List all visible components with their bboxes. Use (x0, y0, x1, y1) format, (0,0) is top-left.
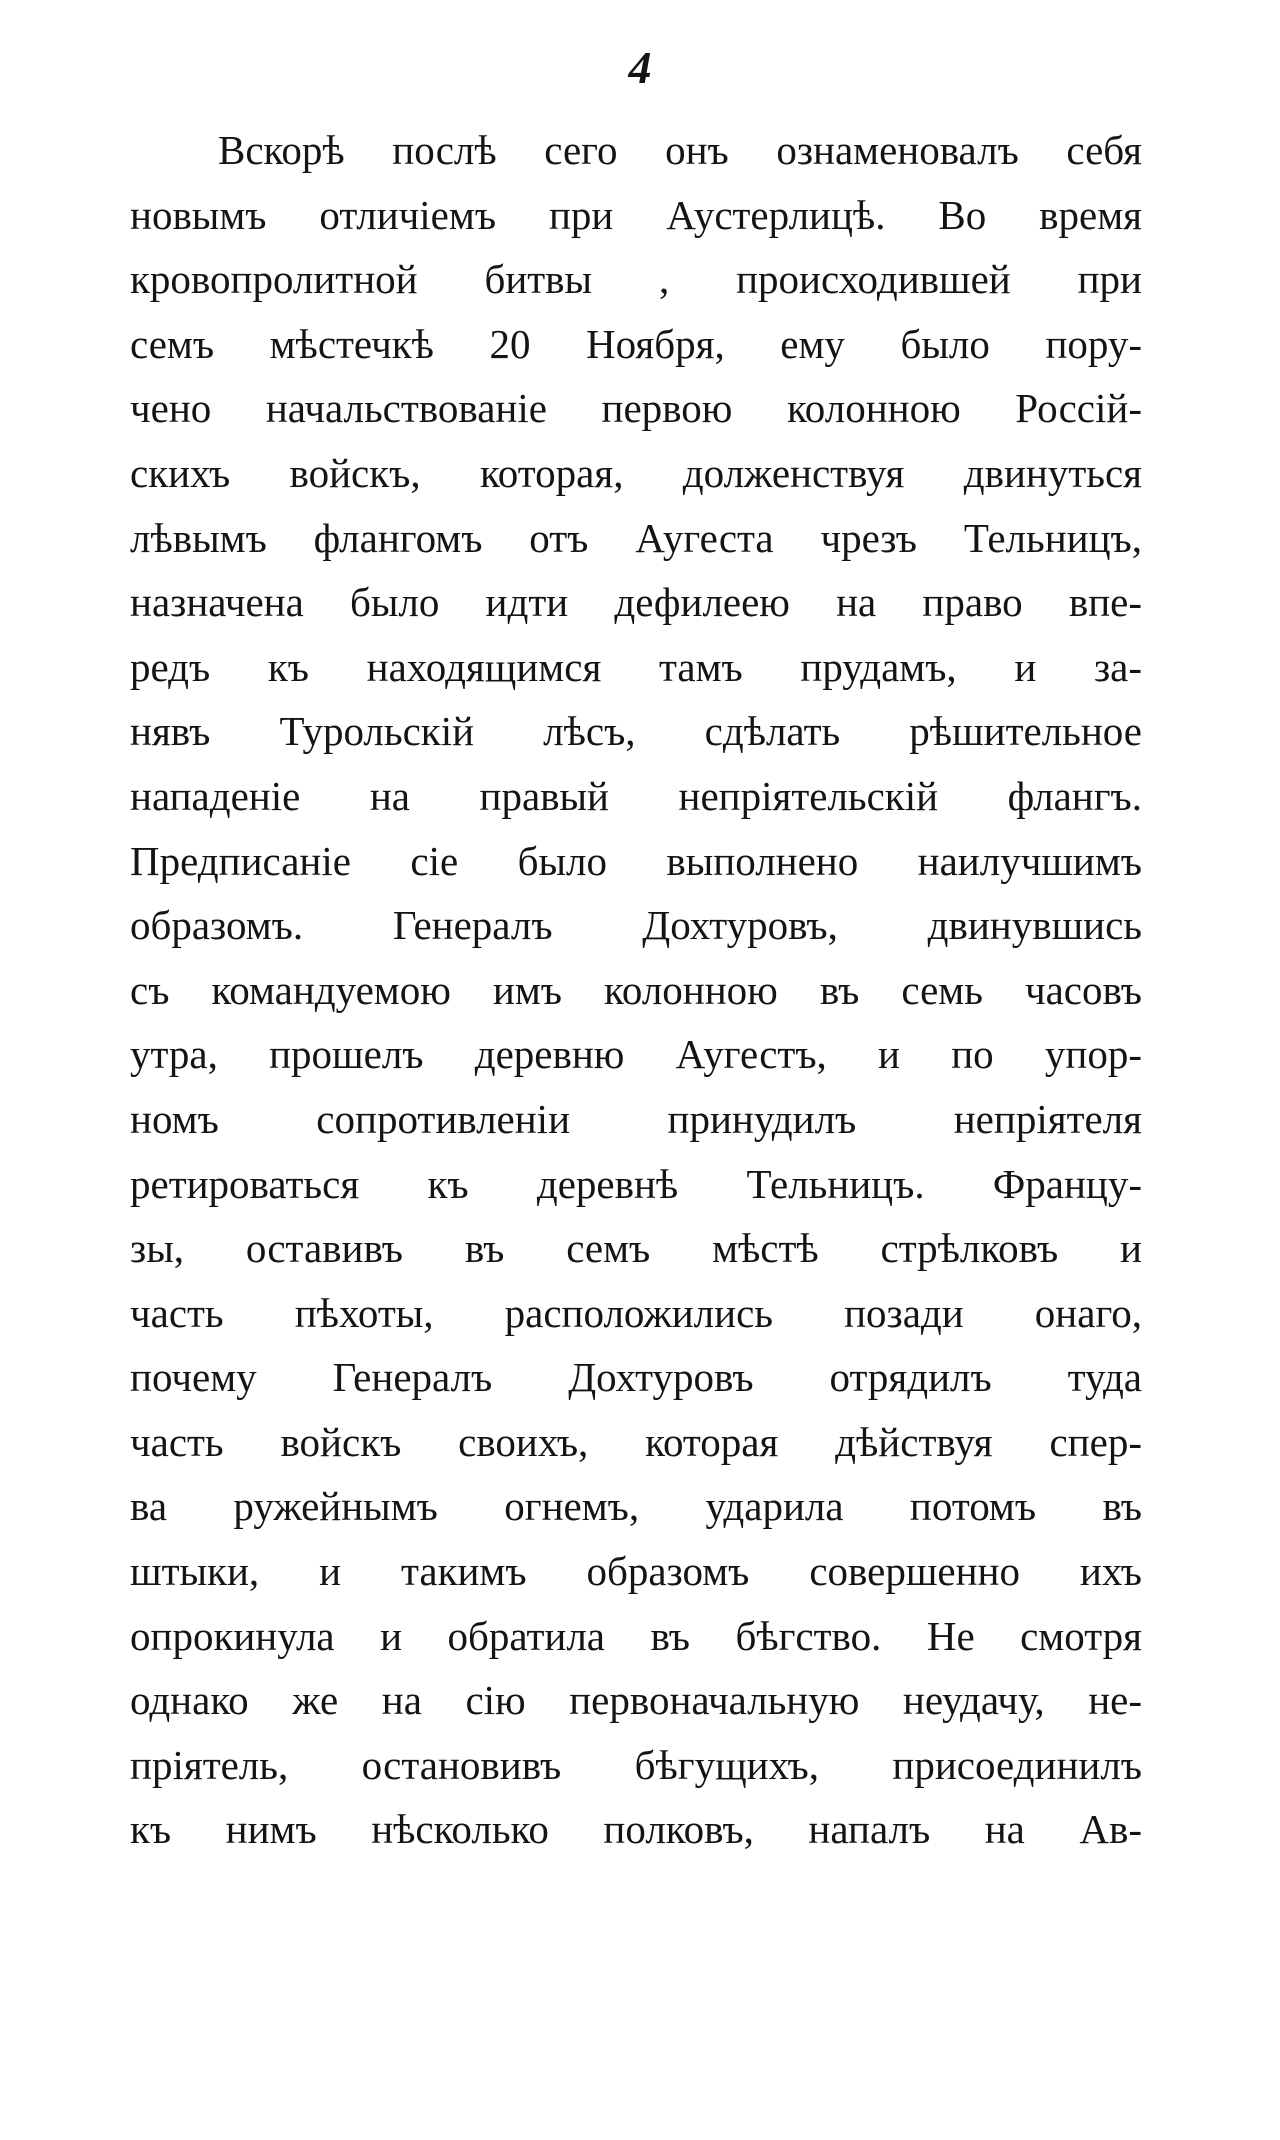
page-number: 4 (628, 42, 652, 93)
text-line: образомъ. Генералъ Дохтуровъ, двинувшись (130, 902, 1142, 949)
text-line: семъ мѣстечкѣ 20 Ноября, ему было пору- (130, 320, 1142, 367)
text-line: Предписаніе сіе было выполнено наилучшимъ (130, 837, 1142, 884)
text-line: кровопролитной битвы , происходившей при (130, 256, 1142, 303)
text-line: однако же на сію первоначальную неудачу, не- (130, 1677, 1142, 1724)
body-text (130, 118, 1142, 1862)
text-line: назначена было идти дефилеею на право впе- (130, 579, 1142, 626)
text-line: штыки, и такимъ образомъ совершенно ихъ (130, 1548, 1142, 1595)
text-line: Вскорѣ послѣ сего онъ ознаменовалъ себя (218, 127, 1142, 173)
text-line: новымъ отличіемъ при Аустерлицѣ. Во время (130, 191, 1142, 238)
text-line: утра, прошелъ деревню Аугестъ, и по упор- (130, 1031, 1142, 1078)
text-line: ретироваться къ деревнѣ Тельницъ. Францу- (130, 1160, 1142, 1207)
text-line: къ нимъ нѣсколько полковъ, напалъ на Ав- (130, 1806, 1142, 1853)
text-line: редъ къ находящимся тамъ прудамъ, и за- (130, 643, 1142, 690)
text-line: ва ружейнымъ огнемъ, ударила потомъ въ (130, 1483, 1142, 1530)
text-line: нявъ Турольскій лѣсъ, сдѣлать рѣшительное (130, 708, 1142, 755)
text-line: съ командуемою имъ колонною въ семь часовъ (130, 966, 1142, 1013)
text-line: пріятель, остановивъ бѣгущихъ, присоединилъ (130, 1741, 1142, 1788)
text-line: часть пѣхоты, расположились позади онаго, (130, 1289, 1142, 1336)
text-line: опрокинула и обратила въ бѣгство. Не смотря (130, 1612, 1142, 1659)
text-line: номъ сопротивленіи принудилъ непріятеля (130, 1095, 1142, 1142)
text-line: нападеніе на правый непріятельскій флангъ. (130, 772, 1142, 819)
text-line: лѣвымъ флангомъ отъ Аугеста чрезъ Тельницъ, (130, 514, 1142, 561)
text-line: скихъ войскъ, которая, долженствуя двинуться (130, 449, 1142, 496)
text-line: чено начальствованіе первою колонною Россій- (130, 385, 1142, 432)
text-line: почему Генералъ Дохтуровъ отрядилъ туда (130, 1354, 1142, 1401)
text-line: зы, оставивъ въ семъ мѣстѣ стрѣлковъ и (130, 1225, 1142, 1272)
text-line: часть войскъ своихъ, которая дѣйствуя спер- (130, 1418, 1142, 1465)
